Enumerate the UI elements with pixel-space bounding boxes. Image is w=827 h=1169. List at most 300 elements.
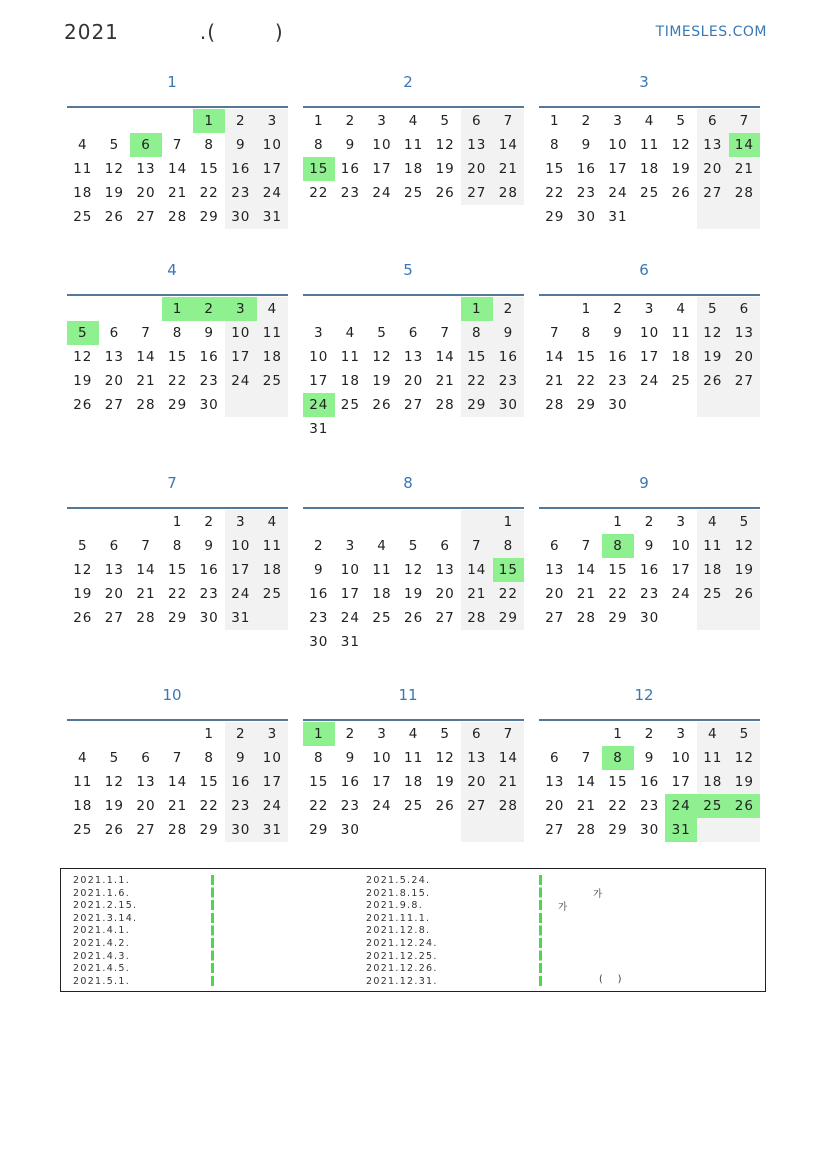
- day-cell[interactable]: 5: [676, 113, 686, 129]
- day-cell[interactable]: 1: [303, 722, 335, 746]
- day-cell[interactable]: 23: [340, 798, 360, 814]
- day-cell[interactable]: 4: [644, 113, 655, 129]
- day-cell[interactable]: 19: [104, 185, 124, 201]
- day-cell[interactable]: 11: [671, 325, 691, 341]
- day-cell[interactable]: 24: [257, 794, 289, 818]
- day-cell[interactable]: 12: [729, 746, 761, 770]
- day-cell[interactable]: 28: [435, 397, 455, 413]
- day-cell[interactable]: 17: [309, 373, 329, 389]
- day-cell[interactable]: 27: [435, 610, 455, 626]
- day-cell[interactable]: 29: [545, 209, 565, 225]
- day-cell[interactable]: 7: [581, 750, 592, 766]
- day-cell[interactable]: 14: [576, 774, 596, 790]
- day-cell[interactable]: 12: [372, 349, 392, 365]
- day-cell[interactable]: 21: [576, 798, 596, 814]
- day-cell[interactable]: 9: [345, 137, 356, 153]
- day-cell[interactable]: 24: [665, 794, 697, 818]
- day-cell[interactable]: 8: [172, 538, 183, 554]
- day-cell[interactable]: 5: [440, 726, 450, 742]
- day-cell[interactable]: 11: [73, 161, 93, 177]
- day-cell[interactable]: 27: [545, 610, 565, 626]
- day-cell[interactable]: 9: [225, 133, 257, 157]
- day-cell[interactable]: 27: [729, 369, 761, 393]
- day-cell[interactable]: 22: [493, 582, 525, 606]
- day-cell[interactable]: 8: [314, 750, 324, 766]
- day-cell[interactable]: 18: [404, 161, 424, 177]
- day-cell[interactable]: 8: [204, 137, 214, 153]
- day-cell[interactable]: 27: [404, 397, 424, 413]
- day-cell[interactable]: 12: [104, 161, 124, 177]
- day-cell[interactable]: 23: [340, 185, 360, 201]
- day-cell[interactable]: 10: [257, 133, 289, 157]
- day-cell[interactable]: 16: [199, 349, 219, 365]
- day-cell[interactable]: 23: [493, 369, 525, 393]
- day-cell[interactable]: 29: [493, 606, 525, 630]
- day-cell[interactable]: 11: [257, 321, 289, 345]
- day-cell[interactable]: 16: [309, 586, 329, 602]
- day-cell[interactable]: 28: [576, 610, 596, 626]
- day-cell[interactable]: 19: [73, 586, 93, 602]
- day-cell[interactable]: 26: [372, 397, 392, 413]
- day-cell[interactable]: 23: [225, 181, 257, 205]
- day-cell[interactable]: 3: [377, 113, 387, 129]
- day-cell[interactable]: 13: [697, 133, 729, 157]
- day-cell[interactable]: 4: [408, 726, 419, 742]
- day-cell[interactable]: 9: [204, 325, 214, 341]
- day-cell[interactable]: 2: [204, 514, 214, 530]
- day-cell[interactable]: 14: [493, 746, 525, 770]
- day-cell[interactable]: 29: [461, 393, 493, 417]
- day-cell[interactable]: 14: [168, 161, 188, 177]
- day-cell[interactable]: 21: [168, 185, 188, 201]
- day-cell[interactable]: 26: [104, 822, 124, 838]
- day-cell[interactable]: 6: [461, 722, 493, 746]
- day-cell[interactable]: 28: [493, 181, 525, 205]
- day-cell[interactable]: 24: [372, 185, 392, 201]
- day-cell[interactable]: 2: [225, 109, 257, 133]
- day-cell[interactable]: 31: [608, 209, 628, 225]
- day-cell[interactable]: 24: [340, 610, 360, 626]
- day-cell[interactable]: 23: [199, 373, 219, 389]
- day-cell[interactable]: 23: [225, 794, 257, 818]
- day-cell[interactable]: 21: [435, 373, 455, 389]
- day-cell[interactable]: 16: [640, 774, 660, 790]
- day-cell[interactable]: 14: [136, 562, 156, 578]
- day-cell[interactable]: 4: [345, 325, 356, 341]
- day-cell[interactable]: 17: [257, 157, 289, 181]
- day-cell[interactable]: 28: [168, 209, 188, 225]
- day-cell[interactable]: 26: [435, 185, 455, 201]
- day-cell[interactable]: 6: [729, 297, 761, 321]
- day-cell[interactable]: 25: [640, 185, 660, 201]
- day-cell[interactable]: 15: [576, 349, 596, 365]
- day-cell[interactable]: 18: [73, 185, 93, 201]
- day-cell[interactable]: 21: [493, 157, 525, 181]
- day-cell[interactable]: 7: [141, 538, 151, 554]
- day-cell[interactable]: 3: [225, 510, 257, 534]
- day-cell[interactable]: 13: [545, 774, 565, 790]
- day-cell[interactable]: 30: [340, 822, 360, 838]
- day-cell[interactable]: 21: [493, 770, 525, 794]
- day-cell[interactable]: 27: [545, 822, 565, 838]
- day-cell[interactable]: 19: [372, 373, 392, 389]
- day-cell[interactable]: 20: [404, 373, 424, 389]
- day-cell[interactable]: 15: [493, 558, 525, 582]
- day-cell[interactable]: 1: [493, 510, 525, 534]
- day-cell[interactable]: 24: [608, 185, 628, 201]
- day-cell[interactable]: 24: [303, 393, 335, 417]
- day-cell[interactable]: 1: [461, 297, 493, 321]
- day-cell[interactable]: 19: [73, 373, 93, 389]
- day-cell[interactable]: 1: [613, 514, 623, 530]
- day-cell[interactable]: 16: [640, 562, 660, 578]
- day-cell[interactable]: 26: [435, 798, 455, 814]
- day-cell[interactable]: 16: [493, 345, 525, 369]
- day-cell[interactable]: 18: [257, 345, 289, 369]
- day-cell[interactable]: 25: [372, 610, 392, 626]
- day-cell[interactable]: 1: [204, 726, 214, 742]
- day-cell[interactable]: 1: [162, 297, 194, 321]
- day-cell[interactable]: 27: [136, 209, 156, 225]
- day-cell[interactable]: 11: [73, 774, 93, 790]
- day-cell[interactable]: 4: [408, 113, 419, 129]
- day-cell[interactable]: 28: [168, 822, 188, 838]
- day-cell[interactable]: 5: [729, 510, 761, 534]
- day-cell[interactable]: 28: [136, 397, 156, 413]
- day-cell[interactable]: 29: [309, 822, 329, 838]
- day-cell[interactable]: 25: [697, 582, 729, 606]
- day-cell[interactable]: 17: [225, 345, 257, 369]
- day-cell[interactable]: 22: [545, 185, 565, 201]
- day-cell[interactable]: 12: [73, 349, 93, 365]
- day-cell[interactable]: 30: [576, 209, 596, 225]
- day-cell[interactable]: 21: [729, 157, 761, 181]
- day-cell[interactable]: 11: [697, 534, 729, 558]
- day-cell[interactable]: 26: [404, 610, 424, 626]
- day-cell[interactable]: 17: [257, 770, 289, 794]
- day-cell[interactable]: 8: [461, 321, 493, 345]
- day-cell[interactable]: 1: [193, 109, 225, 133]
- day-cell[interactable]: 18: [372, 586, 392, 602]
- day-cell[interactable]: 11: [640, 137, 660, 153]
- day-cell[interactable]: 1: [172, 514, 183, 530]
- day-cell[interactable]: 7: [550, 325, 560, 341]
- day-cell[interactable]: 20: [104, 586, 124, 602]
- day-cell[interactable]: 3: [314, 325, 324, 341]
- day-cell[interactable]: 30: [225, 818, 257, 842]
- day-cell[interactable]: 15: [608, 774, 628, 790]
- day-cell[interactable]: 5: [67, 321, 99, 345]
- day-cell[interactable]: 9: [225, 746, 257, 770]
- day-cell[interactable]: 29: [608, 822, 628, 838]
- day-cell[interactable]: 6: [440, 538, 450, 554]
- day-cell[interactable]: 15: [168, 349, 188, 365]
- day-cell[interactable]: 15: [309, 774, 329, 790]
- day-cell[interactable]: 6: [697, 109, 729, 133]
- day-cell[interactable]: 5: [440, 113, 450, 129]
- day-cell[interactable]: 30: [640, 822, 660, 838]
- day-cell[interactable]: 25: [257, 582, 289, 606]
- day-cell[interactable]: 14: [729, 133, 761, 157]
- day-cell[interactable]: 23: [640, 798, 660, 814]
- day-cell[interactable]: 11: [404, 750, 424, 766]
- day-cell[interactable]: 25: [73, 209, 93, 225]
- day-cell[interactable]: 26: [104, 209, 124, 225]
- day-cell[interactable]: 25: [340, 397, 360, 413]
- day-cell[interactable]: 30: [608, 397, 628, 413]
- day-cell[interactable]: 11: [340, 349, 360, 365]
- day-cell[interactable]: 8: [493, 534, 525, 558]
- day-cell[interactable]: 12: [671, 137, 691, 153]
- day-cell[interactable]: 10: [340, 562, 360, 578]
- day-cell[interactable]: 27: [697, 181, 729, 205]
- day-cell[interactable]: 2: [644, 726, 655, 742]
- day-cell[interactable]: 30: [199, 397, 219, 413]
- day-cell[interactable]: 18: [340, 373, 360, 389]
- day-cell[interactable]: 22: [309, 185, 329, 201]
- day-cell[interactable]: 2: [345, 726, 356, 742]
- day-cell[interactable]: 19: [729, 770, 761, 794]
- day-cell[interactable]: 13: [545, 562, 565, 578]
- day-cell[interactable]: 13: [104, 349, 124, 365]
- day-cell[interactable]: 21: [136, 373, 156, 389]
- day-cell[interactable]: 6: [109, 325, 120, 341]
- day-cell[interactable]: 4: [377, 538, 387, 554]
- day-cell[interactable]: 6: [550, 750, 560, 766]
- day-cell[interactable]: 8: [204, 750, 214, 766]
- day-cell[interactable]: 26: [73, 397, 93, 413]
- day-cell[interactable]: 30: [640, 610, 660, 626]
- day-cell[interactable]: 22: [576, 373, 596, 389]
- day-cell[interactable]: 20: [697, 157, 729, 181]
- day-cell[interactable]: 22: [608, 798, 628, 814]
- day-cell[interactable]: 4: [676, 301, 686, 317]
- day-cell[interactable]: 2: [613, 301, 623, 317]
- day-cell[interactable]: 20: [136, 798, 156, 814]
- day-cell[interactable]: 3: [644, 301, 655, 317]
- day-cell[interactable]: 29: [168, 397, 188, 413]
- day-cell[interactable]: 5: [109, 137, 120, 153]
- day-cell[interactable]: 21: [545, 373, 565, 389]
- day-cell[interactable]: 11: [257, 534, 289, 558]
- day-cell[interactable]: 20: [545, 798, 565, 814]
- day-cell[interactable]: 9: [493, 321, 525, 345]
- day-cell[interactable]: 6: [141, 750, 151, 766]
- day-cell[interactable]: 14: [545, 349, 565, 365]
- day-cell[interactable]: 9: [345, 750, 356, 766]
- day-cell[interactable]: 17: [671, 562, 691, 578]
- day-cell[interactable]: 27: [461, 181, 493, 205]
- day-cell[interactable]: 19: [671, 161, 691, 177]
- day-cell[interactable]: 7: [729, 109, 761, 133]
- day-cell[interactable]: 1: [550, 113, 560, 129]
- day-cell[interactable]: 10: [257, 746, 289, 770]
- day-cell[interactable]: 22: [461, 369, 493, 393]
- day-cell[interactable]: 4: [697, 722, 729, 746]
- day-cell[interactable]: 7: [440, 325, 450, 341]
- day-cell[interactable]: 12: [435, 750, 455, 766]
- day-cell[interactable]: 3: [377, 726, 387, 742]
- day-cell[interactable]: 17: [372, 774, 392, 790]
- day-cell[interactable]: 12: [697, 321, 729, 345]
- day-cell[interactable]: 8: [550, 137, 560, 153]
- day-cell[interactable]: 24: [257, 181, 289, 205]
- day-cell[interactable]: 16: [199, 562, 219, 578]
- day-cell[interactable]: 7: [581, 538, 592, 554]
- day-cell[interactable]: 15: [545, 161, 565, 177]
- day-cell[interactable]: 3: [613, 113, 623, 129]
- day-cell[interactable]: 19: [729, 558, 761, 582]
- day-cell[interactable]: 22: [199, 798, 219, 814]
- day-cell[interactable]: 26: [729, 582, 761, 606]
- day-cell[interactable]: 31: [665, 818, 697, 842]
- day-cell[interactable]: 13: [404, 349, 424, 365]
- day-cell[interactable]: 3: [257, 722, 289, 746]
- day-cell[interactable]: 23: [576, 185, 596, 201]
- day-cell[interactable]: 23: [608, 373, 628, 389]
- day-cell[interactable]: 9: [314, 562, 324, 578]
- day-cell[interactable]: 6: [550, 538, 560, 554]
- day-cell[interactable]: 10: [640, 325, 660, 341]
- day-cell[interactable]: 2: [345, 113, 356, 129]
- day-cell[interactable]: 3: [345, 538, 356, 554]
- day-cell[interactable]: 6: [408, 325, 419, 341]
- day-cell[interactable]: 20: [545, 586, 565, 602]
- day-cell[interactable]: 7: [493, 109, 525, 133]
- day-cell[interactable]: 19: [435, 161, 455, 177]
- day-cell[interactable]: 16: [340, 774, 360, 790]
- day-cell[interactable]: 29: [608, 610, 628, 626]
- day-cell[interactable]: 18: [257, 558, 289, 582]
- day-cell[interactable]: 5: [697, 297, 729, 321]
- day-cell[interactable]: 24: [372, 798, 392, 814]
- day-cell[interactable]: 18: [697, 770, 729, 794]
- day-cell[interactable]: 15: [303, 157, 335, 181]
- day-cell[interactable]: 27: [461, 794, 493, 818]
- day-cell[interactable]: 31: [309, 421, 329, 437]
- day-cell[interactable]: 25: [404, 798, 424, 814]
- day-cell[interactable]: 30: [225, 205, 257, 229]
- day-cell[interactable]: 8: [602, 534, 634, 558]
- day-cell[interactable]: 13: [136, 161, 156, 177]
- day-cell[interactable]: 24: [640, 373, 660, 389]
- day-cell[interactable]: 15: [199, 161, 219, 177]
- day-cell[interactable]: 9: [581, 137, 592, 153]
- day-cell[interactable]: 26: [73, 610, 93, 626]
- day-cell[interactable]: 17: [372, 161, 392, 177]
- day-cell[interactable]: 9: [613, 325, 623, 341]
- day-cell[interactable]: 18: [73, 798, 93, 814]
- day-cell[interactable]: 9: [204, 538, 214, 554]
- day-cell[interactable]: 27: [136, 822, 156, 838]
- day-cell[interactable]: 20: [104, 373, 124, 389]
- day-cell[interactable]: 29: [199, 209, 219, 225]
- day-cell[interactable]: 17: [671, 774, 691, 790]
- day-cell[interactable]: 17: [340, 586, 360, 602]
- day-cell[interactable]: 26: [671, 185, 691, 201]
- day-cell[interactable]: 13: [461, 746, 493, 770]
- day-cell[interactable]: 9: [644, 538, 655, 554]
- day-cell[interactable]: 8: [602, 746, 634, 770]
- day-cell[interactable]: 4: [257, 297, 289, 321]
- day-cell[interactable]: 11: [697, 746, 729, 770]
- day-cell[interactable]: 2: [644, 514, 655, 530]
- day-cell[interactable]: 13: [461, 133, 493, 157]
- day-cell[interactable]: 4: [78, 750, 88, 766]
- day-cell[interactable]: 24: [671, 586, 691, 602]
- day-cell[interactable]: 25: [404, 185, 424, 201]
- day-cell[interactable]: 31: [340, 634, 360, 650]
- day-cell[interactable]: 12: [729, 534, 761, 558]
- day-cell[interactable]: 18: [640, 161, 660, 177]
- day-cell[interactable]: 20: [461, 157, 493, 181]
- day-cell[interactable]: 14: [136, 349, 156, 365]
- day-cell[interactable]: 1: [581, 301, 592, 317]
- day-cell[interactable]: 28: [461, 606, 493, 630]
- day-cell[interactable]: 7: [172, 750, 183, 766]
- day-cell[interactable]: 10: [671, 538, 691, 554]
- day-cell[interactable]: 16: [225, 157, 257, 181]
- day-cell[interactable]: 13: [104, 562, 124, 578]
- day-cell[interactable]: 8: [314, 137, 324, 153]
- day-cell[interactable]: 17: [608, 161, 628, 177]
- day-cell[interactable]: 23: [199, 586, 219, 602]
- day-cell[interactable]: 30: [493, 393, 525, 417]
- day-cell[interactable]: 22: [168, 373, 188, 389]
- day-cell[interactable]: 21: [461, 582, 493, 606]
- day-cell[interactable]: 11: [404, 137, 424, 153]
- day-cell[interactable]: 12: [73, 562, 93, 578]
- day-cell[interactable]: 1: [314, 113, 324, 129]
- day-cell[interactable]: 30: [309, 634, 329, 650]
- day-cell[interactable]: 3: [257, 109, 289, 133]
- day-cell[interactable]: 13: [435, 562, 455, 578]
- day-cell[interactable]: 2: [225, 722, 257, 746]
- day-cell[interactable]: 23: [309, 610, 329, 626]
- day-cell[interactable]: 15: [461, 345, 493, 369]
- day-cell[interactable]: 13: [729, 321, 761, 345]
- day-cell[interactable]: 8: [172, 325, 183, 341]
- day-cell[interactable]: 5: [78, 538, 88, 554]
- day-cell[interactable]: 22: [168, 586, 188, 602]
- day-cell[interactable]: 24: [225, 582, 257, 606]
- day-cell[interactable]: 30: [199, 610, 219, 626]
- day-cell[interactable]: 31: [257, 818, 289, 842]
- day-cell[interactable]: 27: [104, 610, 124, 626]
- day-cell[interactable]: 19: [404, 586, 424, 602]
- day-cell[interactable]: 25: [257, 369, 289, 393]
- day-cell[interactable]: 29: [168, 610, 188, 626]
- day-cell[interactable]: 10: [372, 750, 392, 766]
- day-cell[interactable]: 10: [372, 137, 392, 153]
- day-cell[interactable]: 1: [613, 726, 623, 742]
- day-cell[interactable]: 9: [644, 750, 655, 766]
- day-cell[interactable]: 20: [136, 185, 156, 201]
- day-cell[interactable]: 24: [225, 369, 257, 393]
- day-cell[interactable]: 22: [608, 586, 628, 602]
- day-cell[interactable]: 17: [225, 558, 257, 582]
- day-cell[interactable]: 6: [461, 109, 493, 133]
- day-cell[interactable]: 13: [136, 774, 156, 790]
- day-cell[interactable]: 4: [697, 510, 729, 534]
- day-cell[interactable]: 28: [729, 181, 761, 205]
- day-cell[interactable]: 26: [697, 369, 729, 393]
- day-cell[interactable]: 11: [372, 562, 392, 578]
- day-cell[interactable]: 31: [225, 606, 257, 630]
- day-cell[interactable]: 5: [408, 538, 419, 554]
- day-cell[interactable]: 20: [461, 770, 493, 794]
- day-cell[interactable]: 2: [581, 113, 592, 129]
